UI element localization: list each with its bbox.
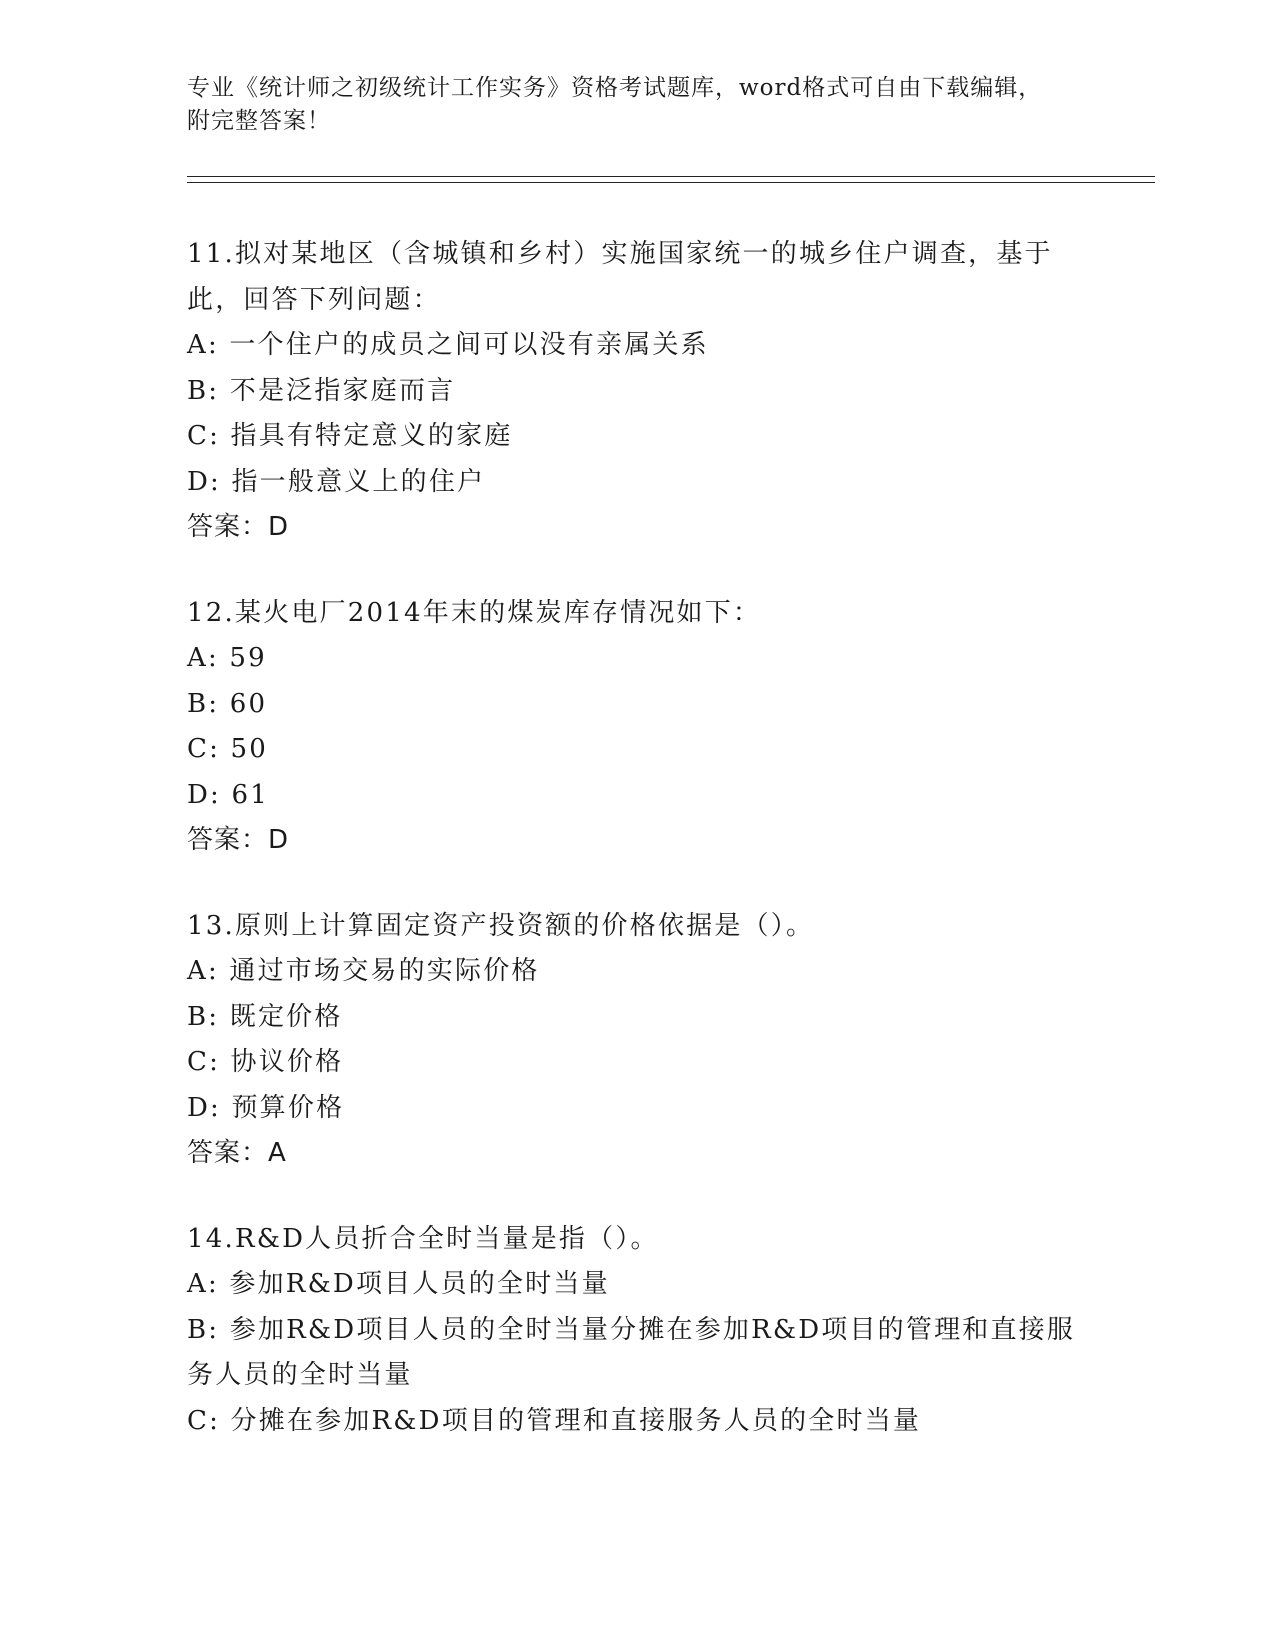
page-header <box>187 72 1087 138</box>
option-key: B: <box>187 688 220 719</box>
question-stem-line-2: 此，回答下列问题： <box>187 284 441 315</box>
answer-value: D <box>268 825 290 855</box>
question-12 <box>187 591 1087 864</box>
question-number: 11. <box>187 239 235 269</box>
option-c <box>187 414 1087 460</box>
answer-line <box>187 505 1087 551</box>
option-key: B: <box>187 1001 220 1032</box>
option-text: 指一般意义上的住户 <box>231 466 486 497</box>
option-key: B: <box>187 375 220 406</box>
option-key: D: <box>187 466 222 497</box>
answer-line <box>187 1131 1087 1177</box>
question-number: 14. <box>187 1223 235 1254</box>
option-text: 59 <box>229 643 267 673</box>
option-key: B: <box>187 1314 220 1345</box>
option-b-continuation: 务人员的全时当量 <box>187 1360 413 1390</box>
answer-line <box>187 818 1087 864</box>
option-text: 协议价格 <box>230 1047 344 1077</box>
header-divider-bottom <box>187 182 1155 183</box>
option-text: 通过市场交易的实际价格 <box>229 956 540 986</box>
header-line-1: 专业《统计师之初级统计工作实务》资格考试题库，word格式可自由下载编辑， <box>187 75 1043 101</box>
option-a <box>187 636 1087 682</box>
option-text: 预算价格 <box>231 1092 345 1123</box>
question-number: 13. <box>187 910 235 941</box>
question-stem-line-1: 拟对某地区（含城镇和乡村）实施国家统一的城乡住户调查，基于 <box>234 239 1053 269</box>
question-text <box>187 1217 1087 1263</box>
option-b <box>187 369 1087 415</box>
question-stem-line-1: 某火电厂2014年末的煤炭库存情况如下： <box>234 597 762 628</box>
option-b <box>187 682 1087 728</box>
question-14 <box>187 1217 1087 1445</box>
question-text <box>187 232 1087 278</box>
option-key: A: <box>187 1269 219 1299</box>
header-line-2: 附完整答案！ <box>187 108 331 134</box>
question-11 <box>187 232 1087 551</box>
option-text: 一个住户的成员之间可以没有亲属关系 <box>229 330 709 360</box>
option-key: C: <box>187 1047 221 1077</box>
option-text: 既定价格 <box>229 1001 343 1032</box>
option-key: C: <box>187 421 221 451</box>
option-key: C: <box>187 1405 221 1436</box>
option-key: A: <box>187 643 219 673</box>
option-key: A: <box>187 956 219 986</box>
option-b <box>187 995 1087 1041</box>
option-text: 指具有特定意义的家庭 <box>230 421 513 451</box>
question-stem-line-1: 原则上计算固定资产投资额的价格依据是（）。 <box>234 910 815 941</box>
option-text: 分摊在参加R&D项目的管理和直接服务人员的全时当量 <box>230 1405 922 1436</box>
option-d <box>187 460 1087 506</box>
option-text: 50 <box>230 734 269 764</box>
question-list <box>187 232 1087 1484</box>
option-key: D: <box>187 1092 222 1123</box>
option-text: 不是泛指家庭而言 <box>229 375 456 406</box>
option-d <box>187 1086 1087 1132</box>
option-key: A: <box>187 330 219 360</box>
option-key: C: <box>187 734 221 764</box>
question-text <box>187 904 1087 950</box>
question-stem-line-1: R&D人员折合全时当量是指（）。 <box>234 1223 659 1254</box>
answer-label: 答案： <box>187 1138 269 1168</box>
option-c <box>187 1040 1087 1086</box>
option-d <box>187 773 1087 819</box>
answer-label: 答案： <box>187 825 269 855</box>
answer-value: A <box>268 1138 287 1168</box>
option-text: 60 <box>229 688 268 719</box>
option-text: 61 <box>231 779 269 810</box>
option-a <box>187 323 1087 369</box>
option-text: 参加R&D项目人员的全时当量分摊在参加R&D项目的管理和直接服 <box>229 1314 1076 1345</box>
question-number: 12. <box>187 597 235 628</box>
question-13 <box>187 904 1087 1177</box>
header-divider-top <box>187 176 1155 177</box>
option-text: 参加R&D项目人员的全时当量 <box>229 1269 610 1299</box>
question-text <box>187 591 1087 637</box>
option-c <box>187 1399 1087 1445</box>
option-b <box>187 1308 1087 1354</box>
option-key: D: <box>187 779 222 810</box>
option-c <box>187 727 1087 773</box>
answer-value: D <box>268 512 290 542</box>
option-a <box>187 949 1087 995</box>
option-a <box>187 1262 1087 1308</box>
answer-label: 答案： <box>187 512 269 542</box>
